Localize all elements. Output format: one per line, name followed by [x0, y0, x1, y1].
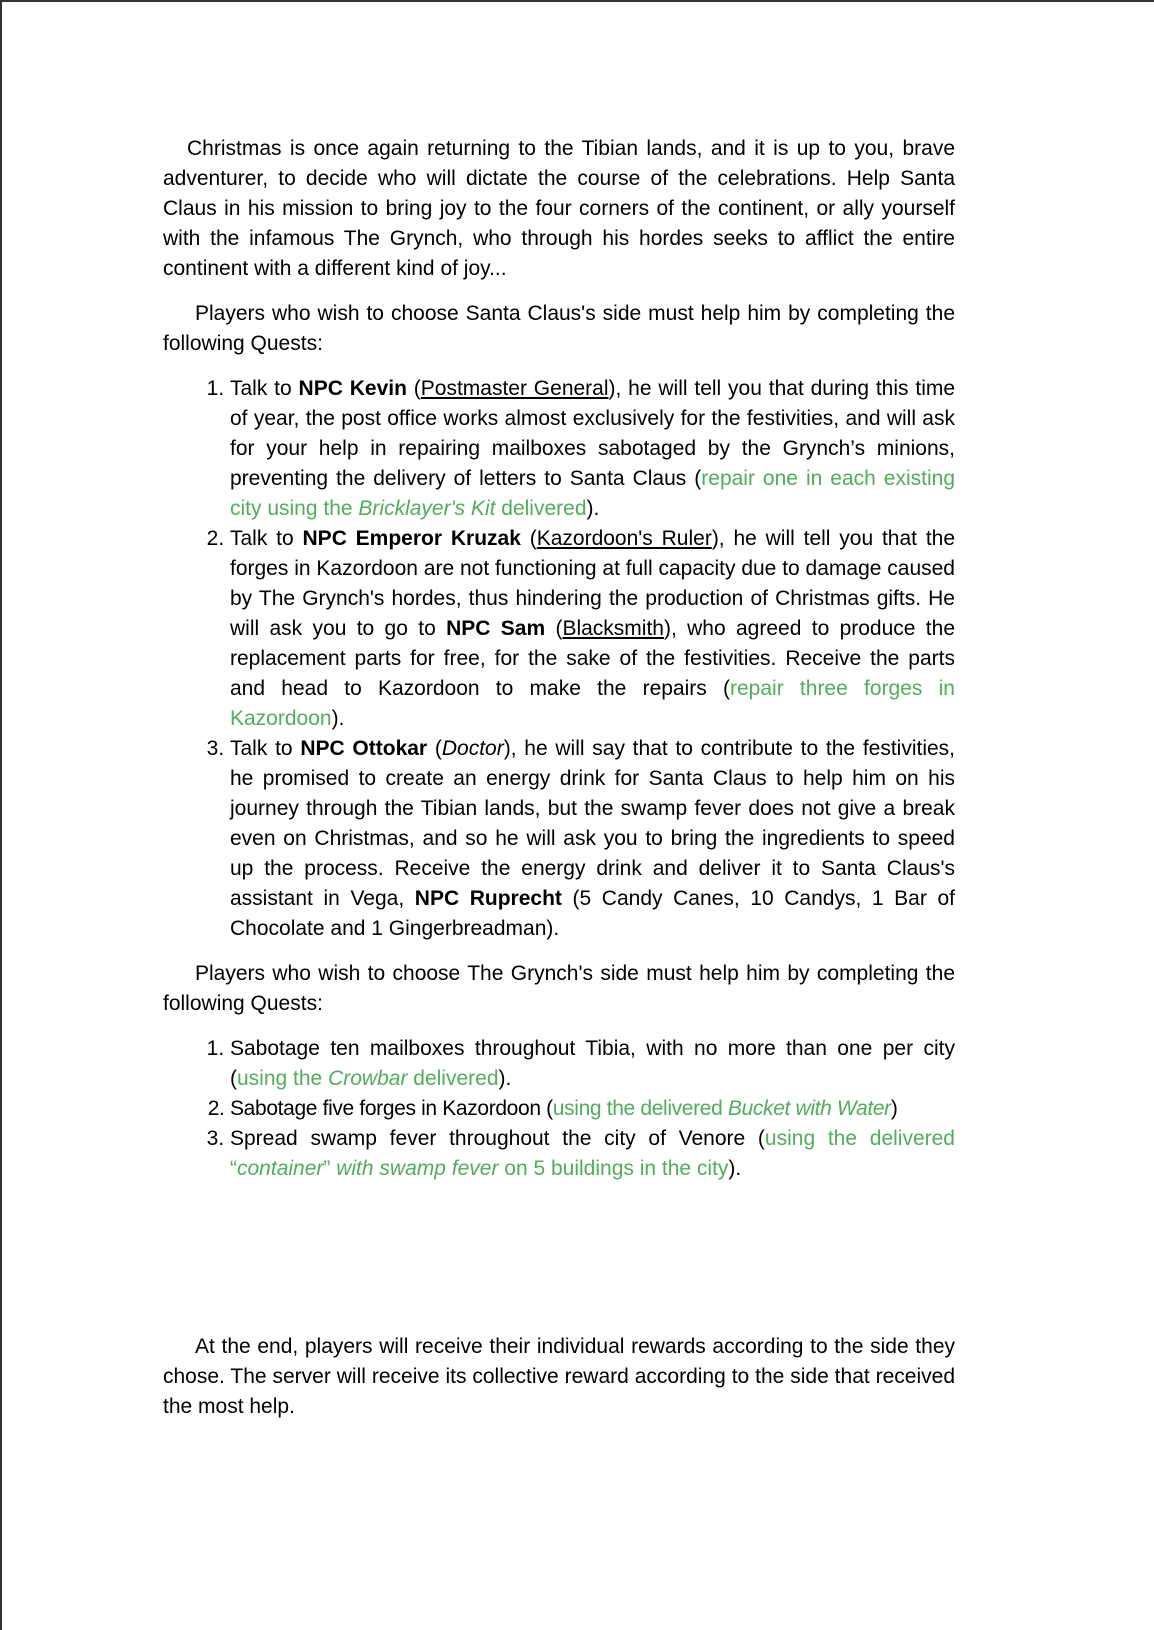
npc-name: NPC Kevin [298, 377, 407, 400]
objective-highlight: repair one in each existing city using the Bricklayer's Kit delivered [230, 467, 956, 520]
npc-role-link[interactable]: Kazordoon's Ruler [536, 527, 712, 550]
grynch-quest-1: 1. Sabotage ten mailboxes throughout Tibia, with no more than one per city (using the Crowbar delivered). [230, 1034, 955, 1094]
objective-highlight: using the delivered “container” with swamp fever on 5 buildings in the city [230, 1127, 955, 1180]
npc-role: Doctor [441, 737, 504, 760]
santa-quest-1: 1. Talk to NPC Kevin (Postmaster General), he will tell you that during this time of year, the post office works almost exclusively for the festivities, and will ask for your help in repairing mailboxes sabotaged by the Grynch’s minions, preventing the delivery of letters to Santa Claus (repair one in each existing city using the Bricklayer's Kit delivered). [230, 374, 955, 524]
npc-name: NPC Ruprecht [414, 887, 562, 910]
npc-role-link[interactable]: Blacksmith [562, 617, 664, 640]
item-name: with swamp fever [336, 1157, 499, 1180]
document-body [163, 134, 955, 1437]
intro-paragraph: Christmas is once again returning to the Tibian lands, and it is up to you, brave adventurer, to decide who will dictate the course of the celebrations. Help Santa Claus in his mission to bring joy to the four corners of the continent, or ally yourself with the infamous The Grynch, who through his hordes seeks to afflict the entire continent with a different kind of joy... [163, 137, 955, 280]
npc-name: NPC Sam [446, 617, 546, 640]
item-name: Bricklayer's Kit [358, 497, 496, 520]
objective-highlight: using the Crowbar delivered [237, 1067, 499, 1090]
ending-paragraph: At the end, players will receive their individual rewards according to the side they chose. The server will receive its collective reward according to the side that received the most help. [163, 1335, 955, 1418]
objective-highlight: using the delivered Bucket with Water [552, 1097, 891, 1120]
santa-quest-3: 3. Talk to NPC Ottokar (Doctor), he will say that to contribute to the festivities, he promised to create an energy drink for Santa Claus to help him on his journey through the Tibian lands, but the swamp fever does not give a break even on Christmas, and so he will ask you to bring the ingredients to speed up the process. Receive the energy drink and deliver it to Santa Claus's assistant in Vega, NPC Ruprecht (5 Candy Canes, 10 Candys, 1 Bar of Chocolate and 1 Gingerbreadman). [230, 734, 955, 944]
npc-role-link[interactable]: Postmaster General [420, 377, 609, 400]
grynch-quest-list [163, 1034, 955, 1184]
item-name: container [237, 1157, 324, 1180]
grynch-quest-2: 2. Sabotage five forges in Kazordoon (using the delivered Bucket with Water) [230, 1094, 955, 1124]
item-name: Bucket with Water [727, 1097, 891, 1120]
grynch-quest-3: 3. Spread swamp fever throughout the city of Venore (using the delivered “container” with swamp fever on 5 buildings in the city). [230, 1124, 955, 1184]
santa-section-intro: Players who wish to choose Santa Claus's side must help him by completing the following Quests: [163, 302, 955, 355]
objective-highlight: repair three forges in Kazordoon [230, 677, 955, 730]
blank-space [163, 1199, 955, 1332]
santa-quest-2: 2. Talk to NPC Emperor Kruzak (Kazordoon's Ruler), he will tell you that the forges in Kazordoon are not functioning at full capacity due to damage caused by The Grynch's hordes, thus hindering the production of Christmas gifts. He will ask you to go to NPC Sam (Blacksmith), who agreed to produce the replacement parts for free, for the sake of the festivities. Receive the parts and head to Kazordoon to make the repairs (repair three forges in Kazordoon). [230, 524, 955, 734]
npc-name: NPC Emperor Kruzak [302, 527, 521, 550]
item-name: Crowbar [328, 1067, 408, 1090]
grynch-section-intro: Players who wish to choose The Grynch's side must help him by completing the following Quests: [163, 962, 955, 1015]
santa-quest-list [163, 374, 955, 944]
npc-name: NPC Ottokar [300, 737, 428, 760]
